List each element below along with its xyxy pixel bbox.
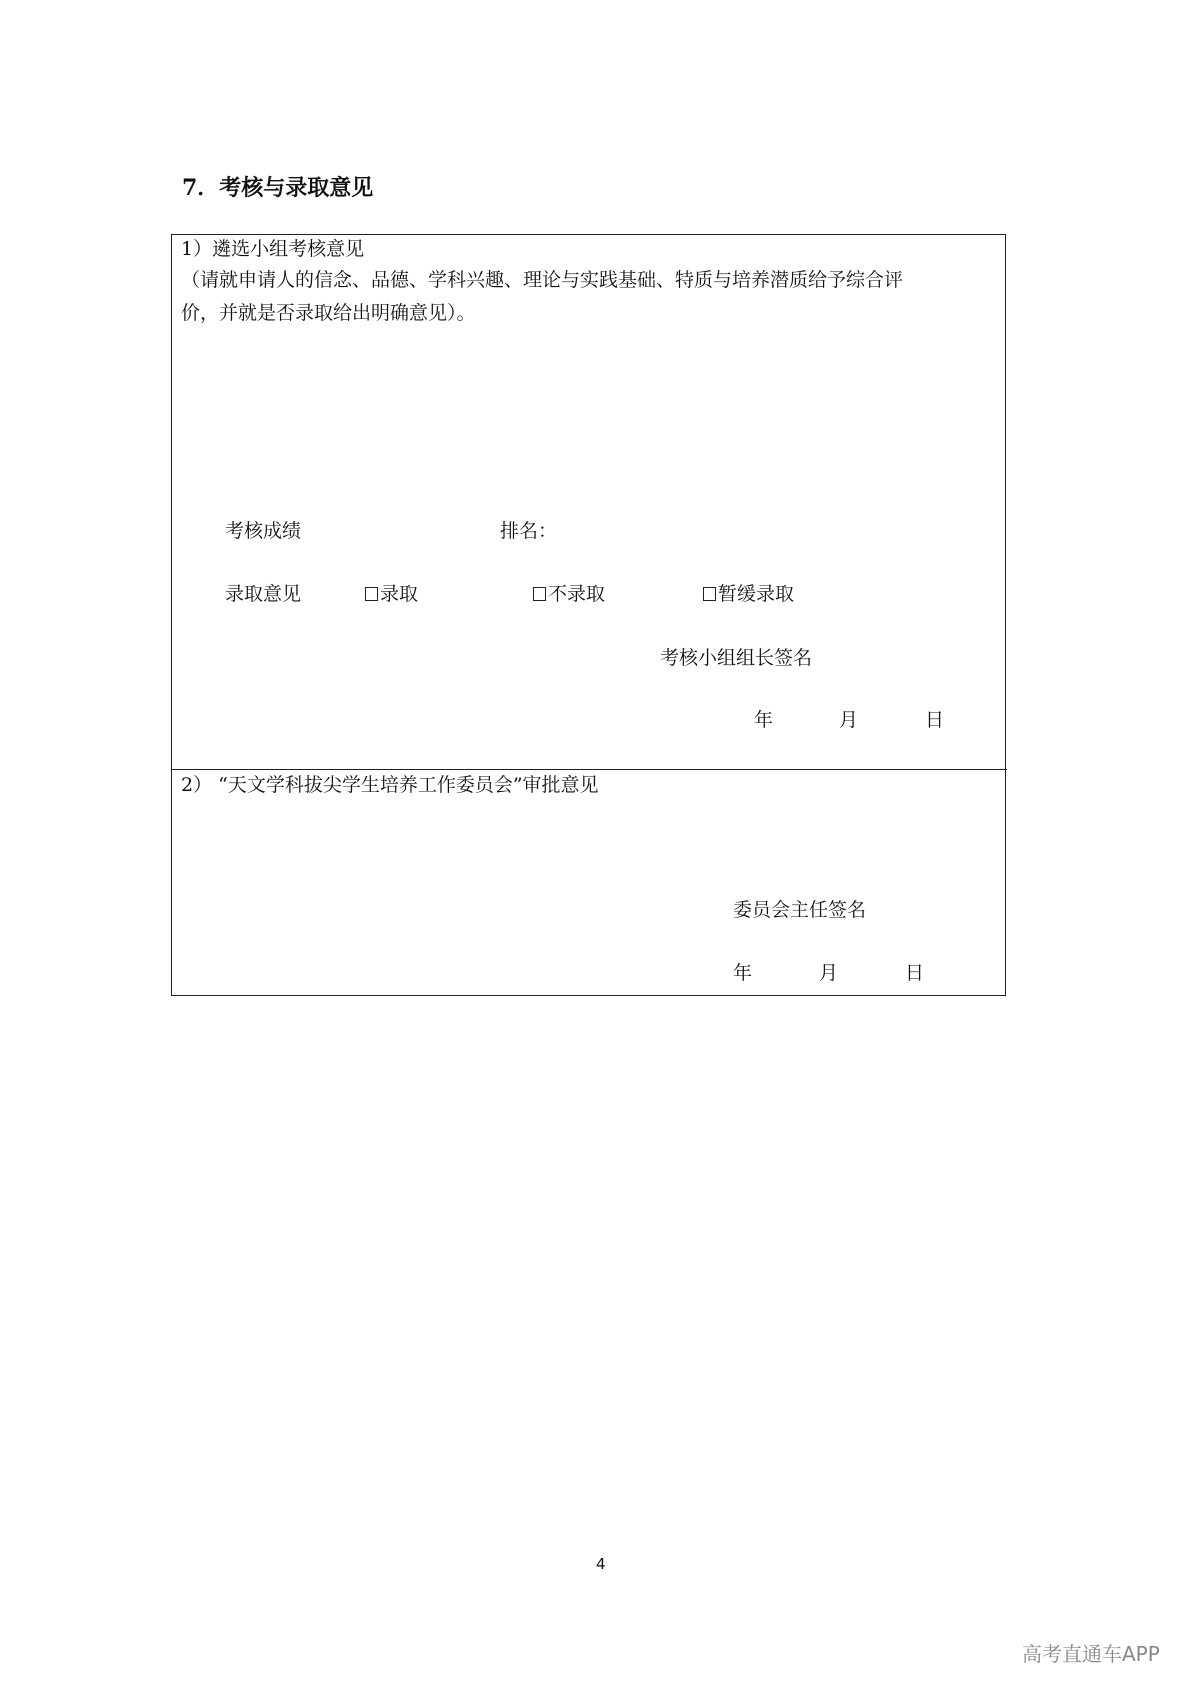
section-title: 7．考核与录取意见 bbox=[182, 175, 374, 201]
checkbox-reject[interactable] bbox=[533, 587, 546, 601]
rank-label: 排名： bbox=[500, 520, 558, 542]
page-number: 4 bbox=[596, 1555, 606, 1573]
part2-date-month: 月 bbox=[819, 962, 839, 984]
part1-date-year: 年 bbox=[754, 709, 774, 731]
score-label: 考核成绩 bbox=[225, 520, 302, 542]
part2-heading: 2） “天文学科拔尖学生培养工作委员会”审批意见 bbox=[181, 774, 599, 796]
part1-instruction-line2: 价，并就是否录取给出明确意见）。 bbox=[181, 302, 476, 324]
part2-date-day: 日 bbox=[905, 962, 925, 984]
evaluation-table bbox=[171, 234, 1006, 996]
part2-signature-label: 委员会主任签名 bbox=[733, 899, 867, 921]
part2-date-year: 年 bbox=[733, 962, 753, 984]
part1-heading: 1）遴选小组考核意见 bbox=[181, 238, 365, 260]
decision-label: 录取意见 bbox=[225, 583, 302, 605]
watermark: 高考直通车APP bbox=[1022, 1642, 1160, 1666]
option-reject[interactable]: 不录取 bbox=[533, 585, 605, 604]
table-divider bbox=[171, 769, 1007, 770]
part1-date-month: 月 bbox=[839, 709, 859, 731]
option-defer[interactable]: 暂缓录取 bbox=[703, 585, 794, 604]
part1-date-day: 日 bbox=[925, 709, 945, 731]
part1-signature-label: 考核小组组长签名 bbox=[660, 647, 813, 669]
option-admit[interactable]: 录取 bbox=[365, 585, 418, 604]
checkbox-defer[interactable] bbox=[703, 587, 716, 601]
part1-instruction-line1: （请就申请人的信念、品德、学科兴趣、理论与实践基础、特质与培养潜质给予综合评 bbox=[181, 269, 904, 291]
checkbox-admit[interactable] bbox=[365, 587, 378, 601]
